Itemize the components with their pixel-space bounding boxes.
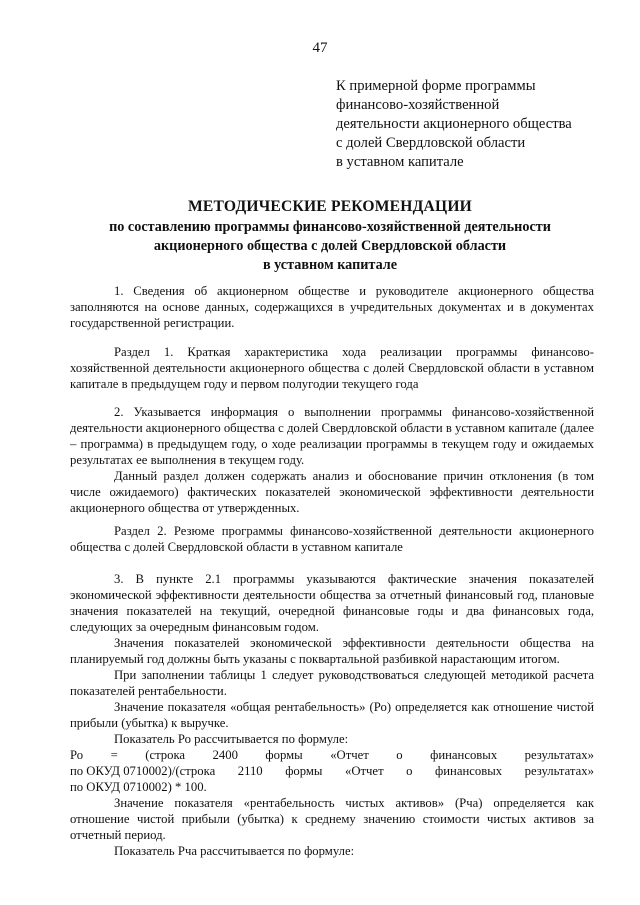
paragraph-3e: Показатель Ро рассчитывается по формуле:: [114, 732, 349, 746]
formula-term: 2110: [237, 764, 263, 778]
formula-term: Ро: [70, 748, 84, 762]
formula-ro: [70, 747, 594, 795]
paragraph-3f: Значение показателя «рентабельность чистых активов» (Рча) определяется как отношение чистой прибыли (убытка) к среднему значению стоимости чистых активов за отчетный период.: [70, 796, 594, 842]
paragraph-3: 3. В пункте 2.1 программы указываются фактические значения показателей экономической эффективности деятельности общества за отчетный финансовый год, плановые значения показателей на текущий, очередной финансовые годы и два финансовых года, следующих за очередным финансовым годом.: [70, 572, 594, 634]
paragraph-1: 1. Сведения об акционерном обществе и руководителе акционерного общества заполняются на основе данных, содержащихся в учредительных документах и в документах государственной регистрации.: [70, 284, 594, 330]
formula-ro-line-1: [70, 747, 594, 763]
header-note-line: в уставном капитале: [336, 154, 464, 170]
paragraph-2b: Данный раздел должен содержать анализ и обоснование причин отклонения (в том числе ожидаемого) фактических показателей экономической эффективности деятельности акционерного общества от утвержденных.: [70, 469, 594, 515]
page-number: 47: [312, 40, 328, 56]
formula-term: формы: [285, 764, 323, 778]
paragraph-3c: При заполнении таблицы 1 следует руководствоваться следующей методикой расчета показателей рентабельности.: [70, 668, 594, 698]
formula-term: «Отчет: [330, 748, 369, 762]
header-note-line: с долей Свердловской области: [336, 135, 526, 151]
formula-ro-line-3: по ОКУД 0710002) * 100.: [70, 780, 207, 794]
formula-ro-line-2: [70, 763, 594, 779]
paragraph-2: 2. Указывается информация о выполнении программы финансово-хозяйственной деятельности акционерного общества с долей Свердловской области в уставном капитале (далее – программа) в предыдущем году, о ходе реализации программы в текущем году и ожидаемых результатах ее выполнения в текущем году.: [70, 405, 594, 467]
formula-term: финансовых: [435, 764, 503, 778]
formula-term: о: [406, 764, 413, 778]
document-subtitle: в уставном капитале: [262, 257, 398, 273]
section-2-heading: Раздел 2. Резюме программы финансово-хозяйственной деятельности акционерного общества с долей Свердловской области в уставном капитале: [70, 524, 594, 554]
section-1-heading: Раздел 1. Краткая характеристика хода реализации программы финансово-хозяйственной деятельности акционерного общества с долей Свердловской области в уставном капитале в предыдущем году и первом полугодии текущего года: [70, 345, 594, 391]
document-subtitle: акционерного общества с долей Свердловской области: [153, 238, 507, 254]
header-note-line: К примерной форме программы: [336, 78, 536, 94]
paragraph-3g: Показатель Рча рассчитывается по формуле:: [114, 844, 355, 858]
header-note-line: финансово-хозяйственной: [336, 97, 500, 113]
formula-term: по ОКУД 0710002)/(строка: [70, 764, 216, 778]
header-note-line: деятельности акционерного общества: [336, 116, 572, 132]
paragraph-3d: Значение показателя «общая рентабельность» (Ро) определяется как отношение чистой прибыли (убытка) к выручке.: [70, 700, 594, 730]
formula-term: =: [110, 748, 118, 762]
formula-term: результатах»: [524, 748, 594, 762]
formula-term: 2400: [212, 748, 238, 762]
paragraph-3b: Значения показателей экономической эффективности деятельности общества на планируемый год должны быть указаны с поквартальной разбивкой нарастающим итогом.: [70, 636, 594, 666]
formula-term: о: [396, 748, 403, 762]
document-subtitle: по составлению программы финансово-хозяйственной деятельности: [109, 219, 551, 235]
formula-term: финансовых: [430, 748, 498, 762]
document-title: МЕТОДИЧЕСКИЕ РЕКОМЕНДАЦИИ: [188, 198, 472, 215]
formula-term: «Отчет: [345, 764, 384, 778]
formula-term: результатах»: [524, 764, 594, 778]
header-note: [336, 77, 616, 172]
formula-term: (строка: [145, 748, 186, 762]
formula-term: формы: [265, 748, 303, 762]
